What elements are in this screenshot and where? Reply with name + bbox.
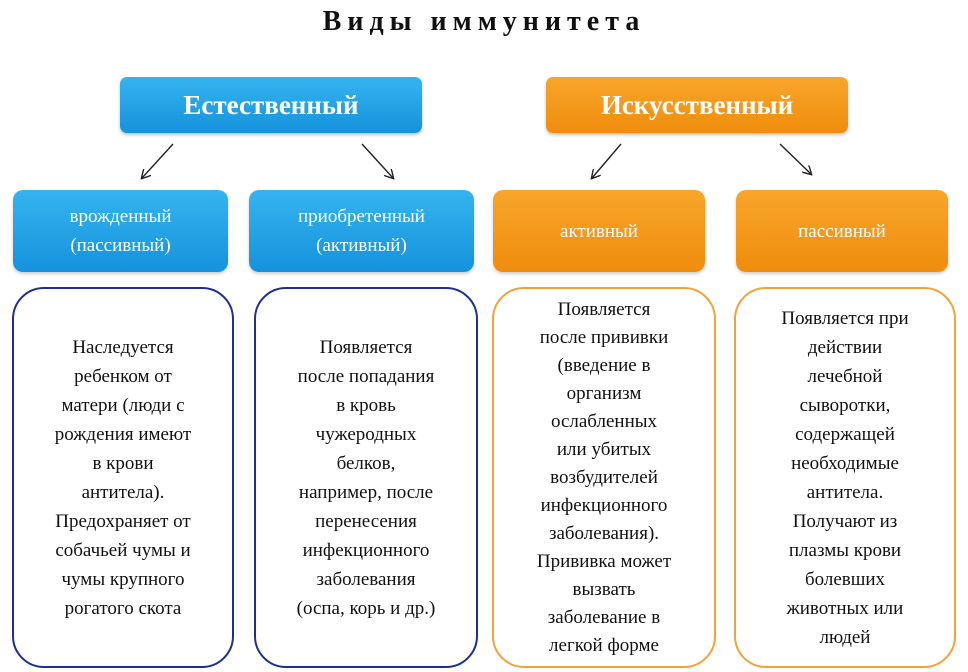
active-description-text: Появляется после прививки (введение в организм ослабленных или убитых возбудителей инфекционного заболевания). Прививка может вызвать заболевание в легкой форме — [536, 298, 672, 656]
innate-description-text: Наследуется ребенком от матери (люди с рождения имеют в крови антитела). Предохраняет от собачьей чумы и чумы крупного рогатого скота — [54, 336, 192, 619]
innate-immunity-description — [12, 287, 234, 668]
acquired-description-text: Появляется после попадания в кровь чужеродных белков, например, после перенесения инфекционного заболевания (оспа, корь и др.) — [296, 336, 436, 619]
artificial-immunity-label: Искусственный — [600, 89, 794, 120]
innate-immunity-label: врожденный (пассивный) — [69, 206, 172, 256]
acquired-immunity-description — [254, 287, 478, 668]
diagram-title: Виды иммунитета — [322, 6, 646, 37]
passive-description-text: Появляется при действии лечебной сыворотки, содержащей необходимые антитела. Получают из плазмы крови болевших животных или людей — [781, 307, 909, 648]
arrow-to-active — [592, 144, 621, 178]
innate-immunity-box — [13, 190, 228, 272]
active-immunity-box — [493, 190, 705, 272]
passive-immunity-box — [736, 190, 948, 272]
active-immunity-description — [492, 287, 716, 668]
arrow-to-acquired — [362, 144, 393, 178]
active-immunity-label: активный — [560, 220, 638, 242]
passive-immunity-description — [734, 287, 956, 668]
acquired-immunity-box — [249, 190, 474, 272]
arrow-to-passive — [780, 144, 811, 174]
arrow-to-innate — [142, 144, 173, 178]
natural-immunity-label: Естественный — [183, 89, 359, 120]
passive-immunity-label: пассивный — [798, 220, 886, 242]
acquired-immunity-label: приобретенный (активный) — [298, 206, 425, 256]
